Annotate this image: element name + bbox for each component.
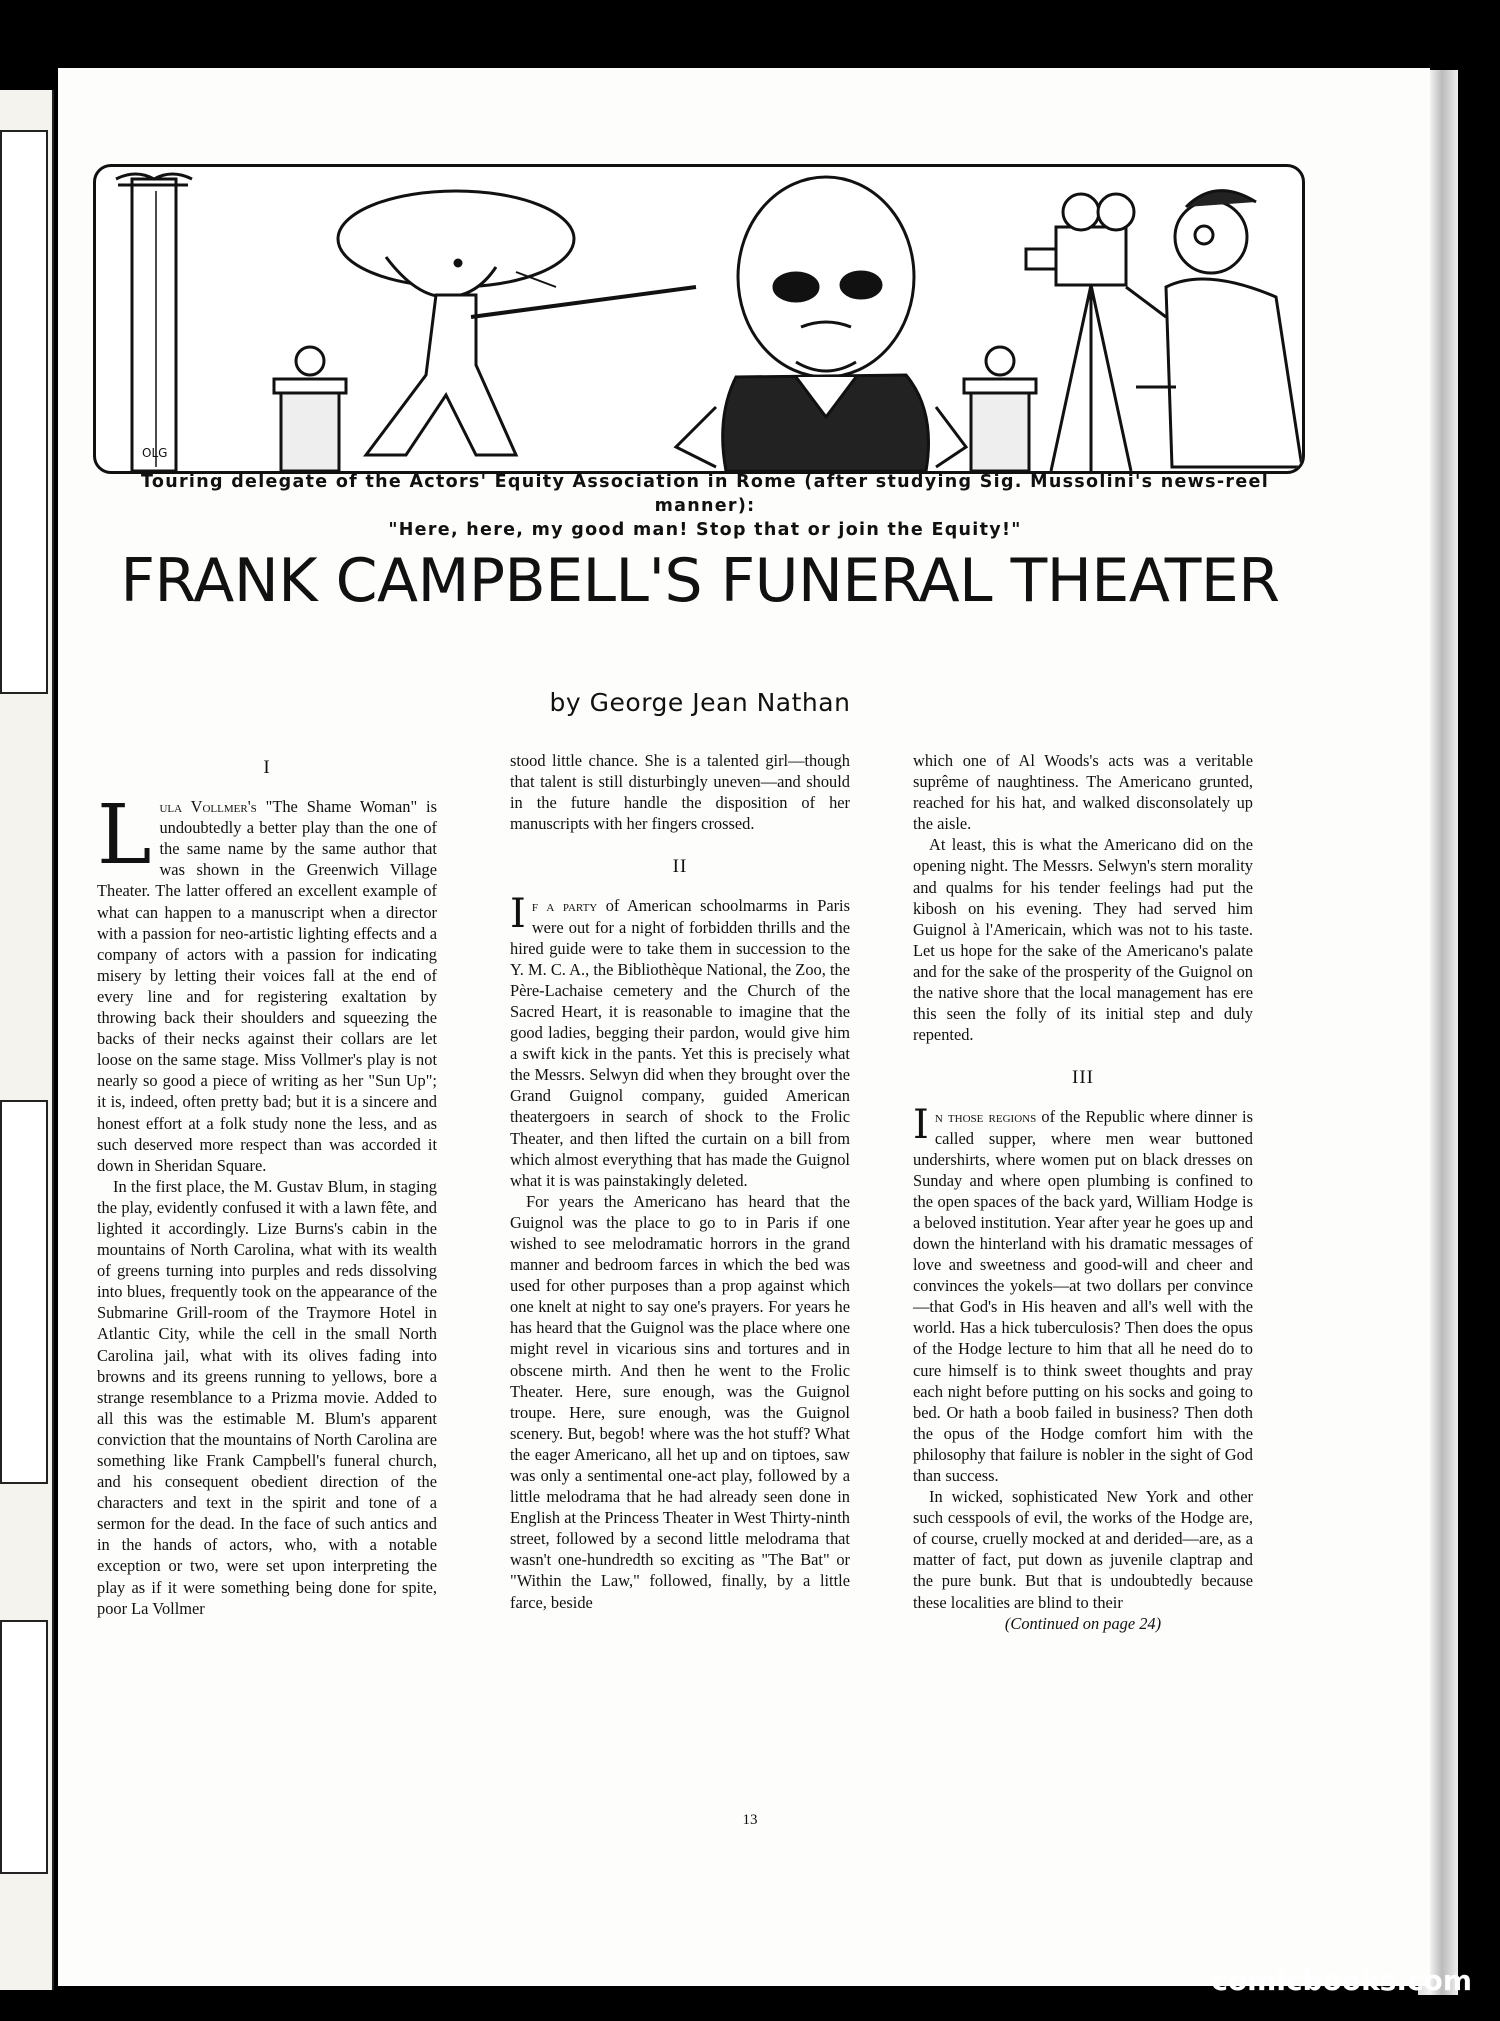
paragraph-text: of the Republic where dinner is called supper, where men wear buttoned undershirts, where women put on black dresses on Sunday and where open plumbing is confined to the open spaces of the back yard, William Hodge is a beloved institution. Year after year he goes up and down the hinterland with his dramatic messages of love and sweetness and good-will and cheer and convinces the yokels—at two dollars per convince—that God's in His heaven and all's well with the world. Has a hick tuberculosis? Then does the opus of the Hodge lecture to him that all he need do to cure himself is to think sweet thoughts and pray each night before putting on his socks and going to bed. Or hath a boob failed in business? Then doth the opus of the Hodge comfort him with the philosophy that failure is nobler in the sight of God than success. [913, 1107, 1254, 1485]
continued-note: (Continued on page 24) [1004, 1613, 1162, 1633]
cartoon-illustration [93, 164, 1305, 474]
paragraph [510, 891, 850, 1190]
paragraph [913, 1102, 1254, 1486]
adjacent-page-strip [0, 1100, 48, 1484]
paragraph: In the first place, the M. Gustav Blum, in staging the play, evidently confused it with a lawn fête, and lighted it accordingly. Lize Burns's cabin in the mountains of North Carolina, what with its wealth of greens turning into purples and reds dissolving into blues, frequently took on the appearance of the Submarine Grill-room of the Traymore Hotel in Atlantic City, while the cell in the small North Carolina jail, what with its olives fading into browns and its greens running to yellows, bore a strange resemblance to a Prizma movie. Added to all this was the estimable M. Blum's apparent conviction that the mountains of North Carolina are something like Frank Campbell's funeral church, and his consequent obedient direction of the characters and text in the spirit and tone of a sermon for the dead. In the face of such antics and in the hands of actors, who, with a notable exception or two, were set upon interpreting the play as if it were something being done for spite, poor La Vollmer [97, 1176, 437, 1618]
paragraph: which one of Al Woods's acts was a veritable suprême of naughtiness. The Americano grunted, reached for his hat, and walked disconsolately up the aisle. [913, 751, 1253, 834]
section-number: I [263, 757, 271, 778]
svg-text:OLG: OLG [142, 446, 168, 460]
page-number: 13 [742, 1812, 758, 1828]
article-title: FRANK CAMPBELL'S FUNERAL THEATER [120, 546, 1280, 616]
text-column-1 [97, 747, 437, 1619]
paragraph: In wicked, sophisticated New York and other such cesspools of evil, the works of the Hodge are, of course, cruelly mocked at and derided—are, as a matter of fact, put down as juvenile claptrap and the pure bunk. But that is undoubtedly because these localities are blind to their [913, 1487, 1253, 1612]
adjacent-page-strip [0, 1620, 48, 1874]
drop-cap: I [510, 891, 526, 938]
section-number: II [672, 856, 688, 878]
paragraph: For years the Americano has heard that the Guignol was the place to go to in Paris if one wished to see melodramatic horrors in the grand manner and bedroom farces in which the bed was used for other purposes than a prop against which one knelt at night to say one's prayers. For years he has heard that the Guignol was the place where one might revel in vicarious sins and tortures and in obscene mirth. And then he went to the Frolic Theater. Here, sure enough, was the Guignol troupe. Here, sure enough, was the Guignol scenery. But, begob! where was the hot stuff? What the eager Americano, all het up and on tiptoes, saw was only a sentimental one-act play, followed by a little melodrama that he had already seen done in English at the Princess Theater in West Thirty-ninth street, followed by a second little melodrama that wasn't one-hundredth so exciting as "The Bat" or "Within the Law," followed, finally, by a little farce, beside [510, 1191, 850, 1612]
drop-cap: I [913, 1102, 929, 1149]
lead-in: ula Vollmer's [159, 797, 257, 817]
paragraph-text: of American schoolmarms in Paris were out for a night of forbidden thrills and the hired guide were to take them in succession to the Y. M. C. A., the Bibliothèque National, the Zoo, the Père-Lachaise cemetery and the Church of the Sacred Heart, it is reasonable to imagine that the good ladies, begging their pardon, would give him a swift kick in the pants. Yet this is precisely what the Messrs. Selwyn did when they brought over the Grand Guignol company, guided American theatergoers in search of shock to the Frolic Theater, and then lifted the curtain on a bill from which almost everything that has made the Guignol what it is was painstakingly deleted. [510, 896, 850, 1190]
section-number: III [1072, 1067, 1094, 1089]
site-watermark: comicbooks.com [1211, 1964, 1472, 1997]
paragraph-text: "The Shame Woman" is undoubtedly a better play than the one of the same name by the same author that was shown in the Greenwich Village Theater. The latter offered an excellent example of what can happen to a manuscript when a director with a passion for neo-artistic lighting effects and a company of actors with a passion for indicating misery by letting their voices fall at the end of every line and for registering exaltation by throwing back their shoulders and squeezing the backs of their necks against their collars are let loose on the same stage. Miss Vollmer's play is not nearly so good a piece of writing as her "Sun Up"; it is, indeed, often pretty bad; but it is a sincere and honest effort at a folk study none the less, and as such deserved more respect than was accorded it down in Sheridan Square. [97, 797, 437, 1175]
caption-line: Touring delegate of the Actors' Equity Association in Rome (after studying Sig. Mussolini's news-reel manner): [141, 472, 1269, 516]
text-column-2 [510, 750, 850, 1613]
lead-in: f a party [531, 896, 598, 916]
caption-line: "Here, here, my good man! Stop that or join the Equity!" [388, 520, 1022, 540]
paragraph: stood little chance. She is a talented girl—though that talent is still disturbingly uneven—and should in the future handle the disposition of her manuscripts with her fingers crossed. [510, 751, 850, 834]
text-column-3 [913, 750, 1253, 1634]
illustration-caption [100, 470, 1310, 542]
drop-cap: L [97, 788, 152, 884]
adjacent-page-strip [0, 130, 48, 694]
paragraph: At least, this is what the Americano did on the opening night. The Messrs. Selwyn's stern morality and qualms for his tender feelings had put the kibosh on his evening. They had served him Guignol à l'Americain, which was not to his taste. Let us hope for the sake of the Americano's palate and for the sake of the prosperity of the Guignol on the native shore that the local management has ere this seen the folly of its initial step and duly repented. [913, 835, 1253, 1045]
lead-in: n those regions [934, 1107, 1037, 1127]
paragraph [97, 788, 437, 1176]
article-byline: by George Jean Nathan [549, 688, 851, 717]
adjacent-page-edge [0, 90, 54, 1990]
